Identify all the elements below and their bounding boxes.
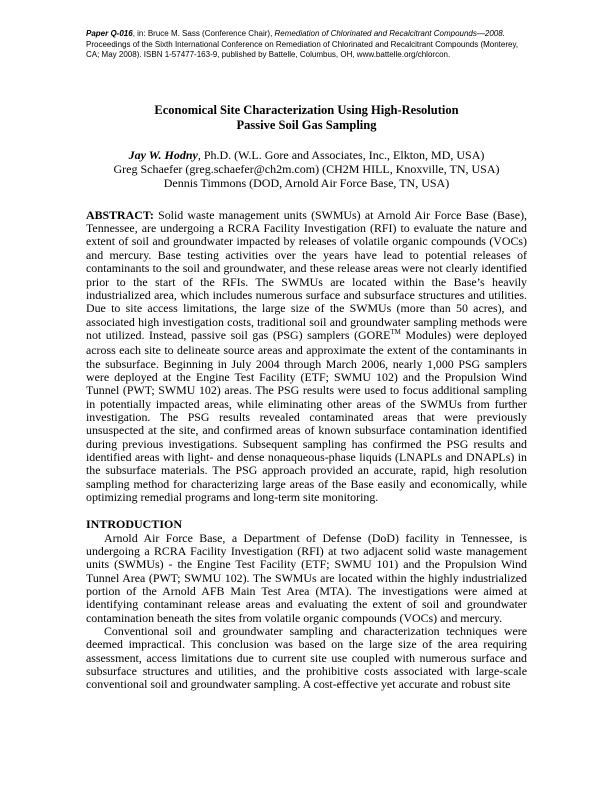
introduction-paragraph-1: Arnold Air Force Base, a Department of Defense (DoD) facility in Tennessee, is undergoing a RCRA Facility Investigation (RFI) at two adjacent solid waste management units (SWMUs) - the Engine Test Facility (ETF; SWMU 101) and the Propulsion Wind Tunnel Area (PWT; SWMU 102). The SWMUs are located within the highly industrialized portion of the Arnold AFB Main Test Area (MTA). The investigations were aimed at identifying contaminant release areas and evaluating the extent of soil and groundwater contamination beneath the sites from volatile organic compounds (VOCs) and mercury. [86, 530, 527, 625]
paper-title-line1: Economical Site Characterization Using High-Resolution [154, 102, 459, 117]
abstract-label: ABSTRACT: [86, 207, 154, 222]
page-content [86, 29, 527, 692]
trademark-superscript: TM [390, 328, 401, 337]
author-line-1 [86, 148, 527, 162]
introduction-paragraph-2: Conventional soil and groundwater sampling and characterization techniques were deemed impractical. This conclusion was based on the large size of the area requiring assessment, access limitations due to current site use coupled with numerous surface and subsurface structures and utilities, and the prohibitive costs associated with large-scale conventional soil and groundwater sampling. A cost-effective yet accurate and robust site [86, 624, 527, 692]
citation-rest: Proceedings of the Sixth International Conference on Remediation of Chlorinated and Recalcitrant Compounds (Monterey, CA; May 2008). ISBN 1-57477-163-9, published by Battelle, Columbus, OH, www.battelle.org/chlorcon. [86, 39, 519, 60]
author-block [86, 148, 527, 190]
introduction-heading: INTRODUCTION [86, 517, 183, 532]
abstract-paragraph [86, 209, 527, 505]
abstract-text-part1: Solid waste management units (SWMUs) at Arnold Air Force Base (Base), Tennessee, are undergoing a RCRA Facility Investigation (RFI) to evaluate the nature and extent of soil and groundwater impacted by releases of volatile organic compounds (VOCs) and mercury. Base testing activities over the years have lead to potential releases of contaminants to the soil and groundwater, and these release areas were not clearly identified prior to the start of the RFIs. The SWMUs are located within the Base’s heavily industrialized area, which includes numerous surface and subsurface structures and utilities. Due to site access limitations, the large size of the SWMUs (more than 50 acres), and associated high investigation costs, traditional soil and groundwater sampling methods were not utilized. Instead, passive soil gas (PSG) samplers (GORE [86, 207, 527, 342]
author-line-3: Dennis Timmons (DOD, Arnold Air Force Base, TN, USA) [163, 175, 450, 190]
paper-title-line2: Passive Soil Gas Sampling [236, 117, 377, 132]
author-line-2: Greg Schaefer (greg.schaefer@ch2m.com) (CH2M HILL, Knoxville, TN, USA) [113, 161, 500, 176]
paper-id: Paper Q-016 [86, 29, 133, 38]
header-citation [86, 29, 527, 61]
paper-title [86, 103, 527, 133]
abstract-text-part2: Modules) were deployed across each site to delineate source areas and approximate the extent of the contaminants in the subsurface. Beginning in July 2004 through March 2006, nearly 1,000 PSG samplers were deployed at the Engine Test Facility (ETF; SWMU 102) and the Propulsion Wind Tunnel (PWT; SWMU 102) areas. The PSG results were used to focus additional sampling in potentially impacted areas, while eliminating other areas of the SWMUs from further investigation. The PSG results revealed contaminated areas that were previously unsuspected at the site, and confirmed areas of known subsurface contamination identified during previous investigations. Subsequent sampling has confirmed the PSG results and identified areas with light- and dense nonaqueous-phase liquids (LNAPLs and DNAPLs) in the subsurface materials. The PSG approach provided an accurate, rapid, high resolution sampling method for characterizing large areas of the Base easily and economically, while optimizing remedial programs and long-term site monitoring. [86, 327, 528, 504]
author-1-name: Jay W. Hodny [128, 147, 198, 162]
citation-book-title: Remediation of Chlorinated and Recalcitrant Compounds—2008. [274, 29, 505, 38]
citation-mid: , in: Bruce M. Sass (Conference Chair), [132, 29, 275, 38]
author-1-affiliation: , Ph.D. (W.L. Gore and Associates, Inc., Elkton, MD, USA) [197, 147, 485, 162]
